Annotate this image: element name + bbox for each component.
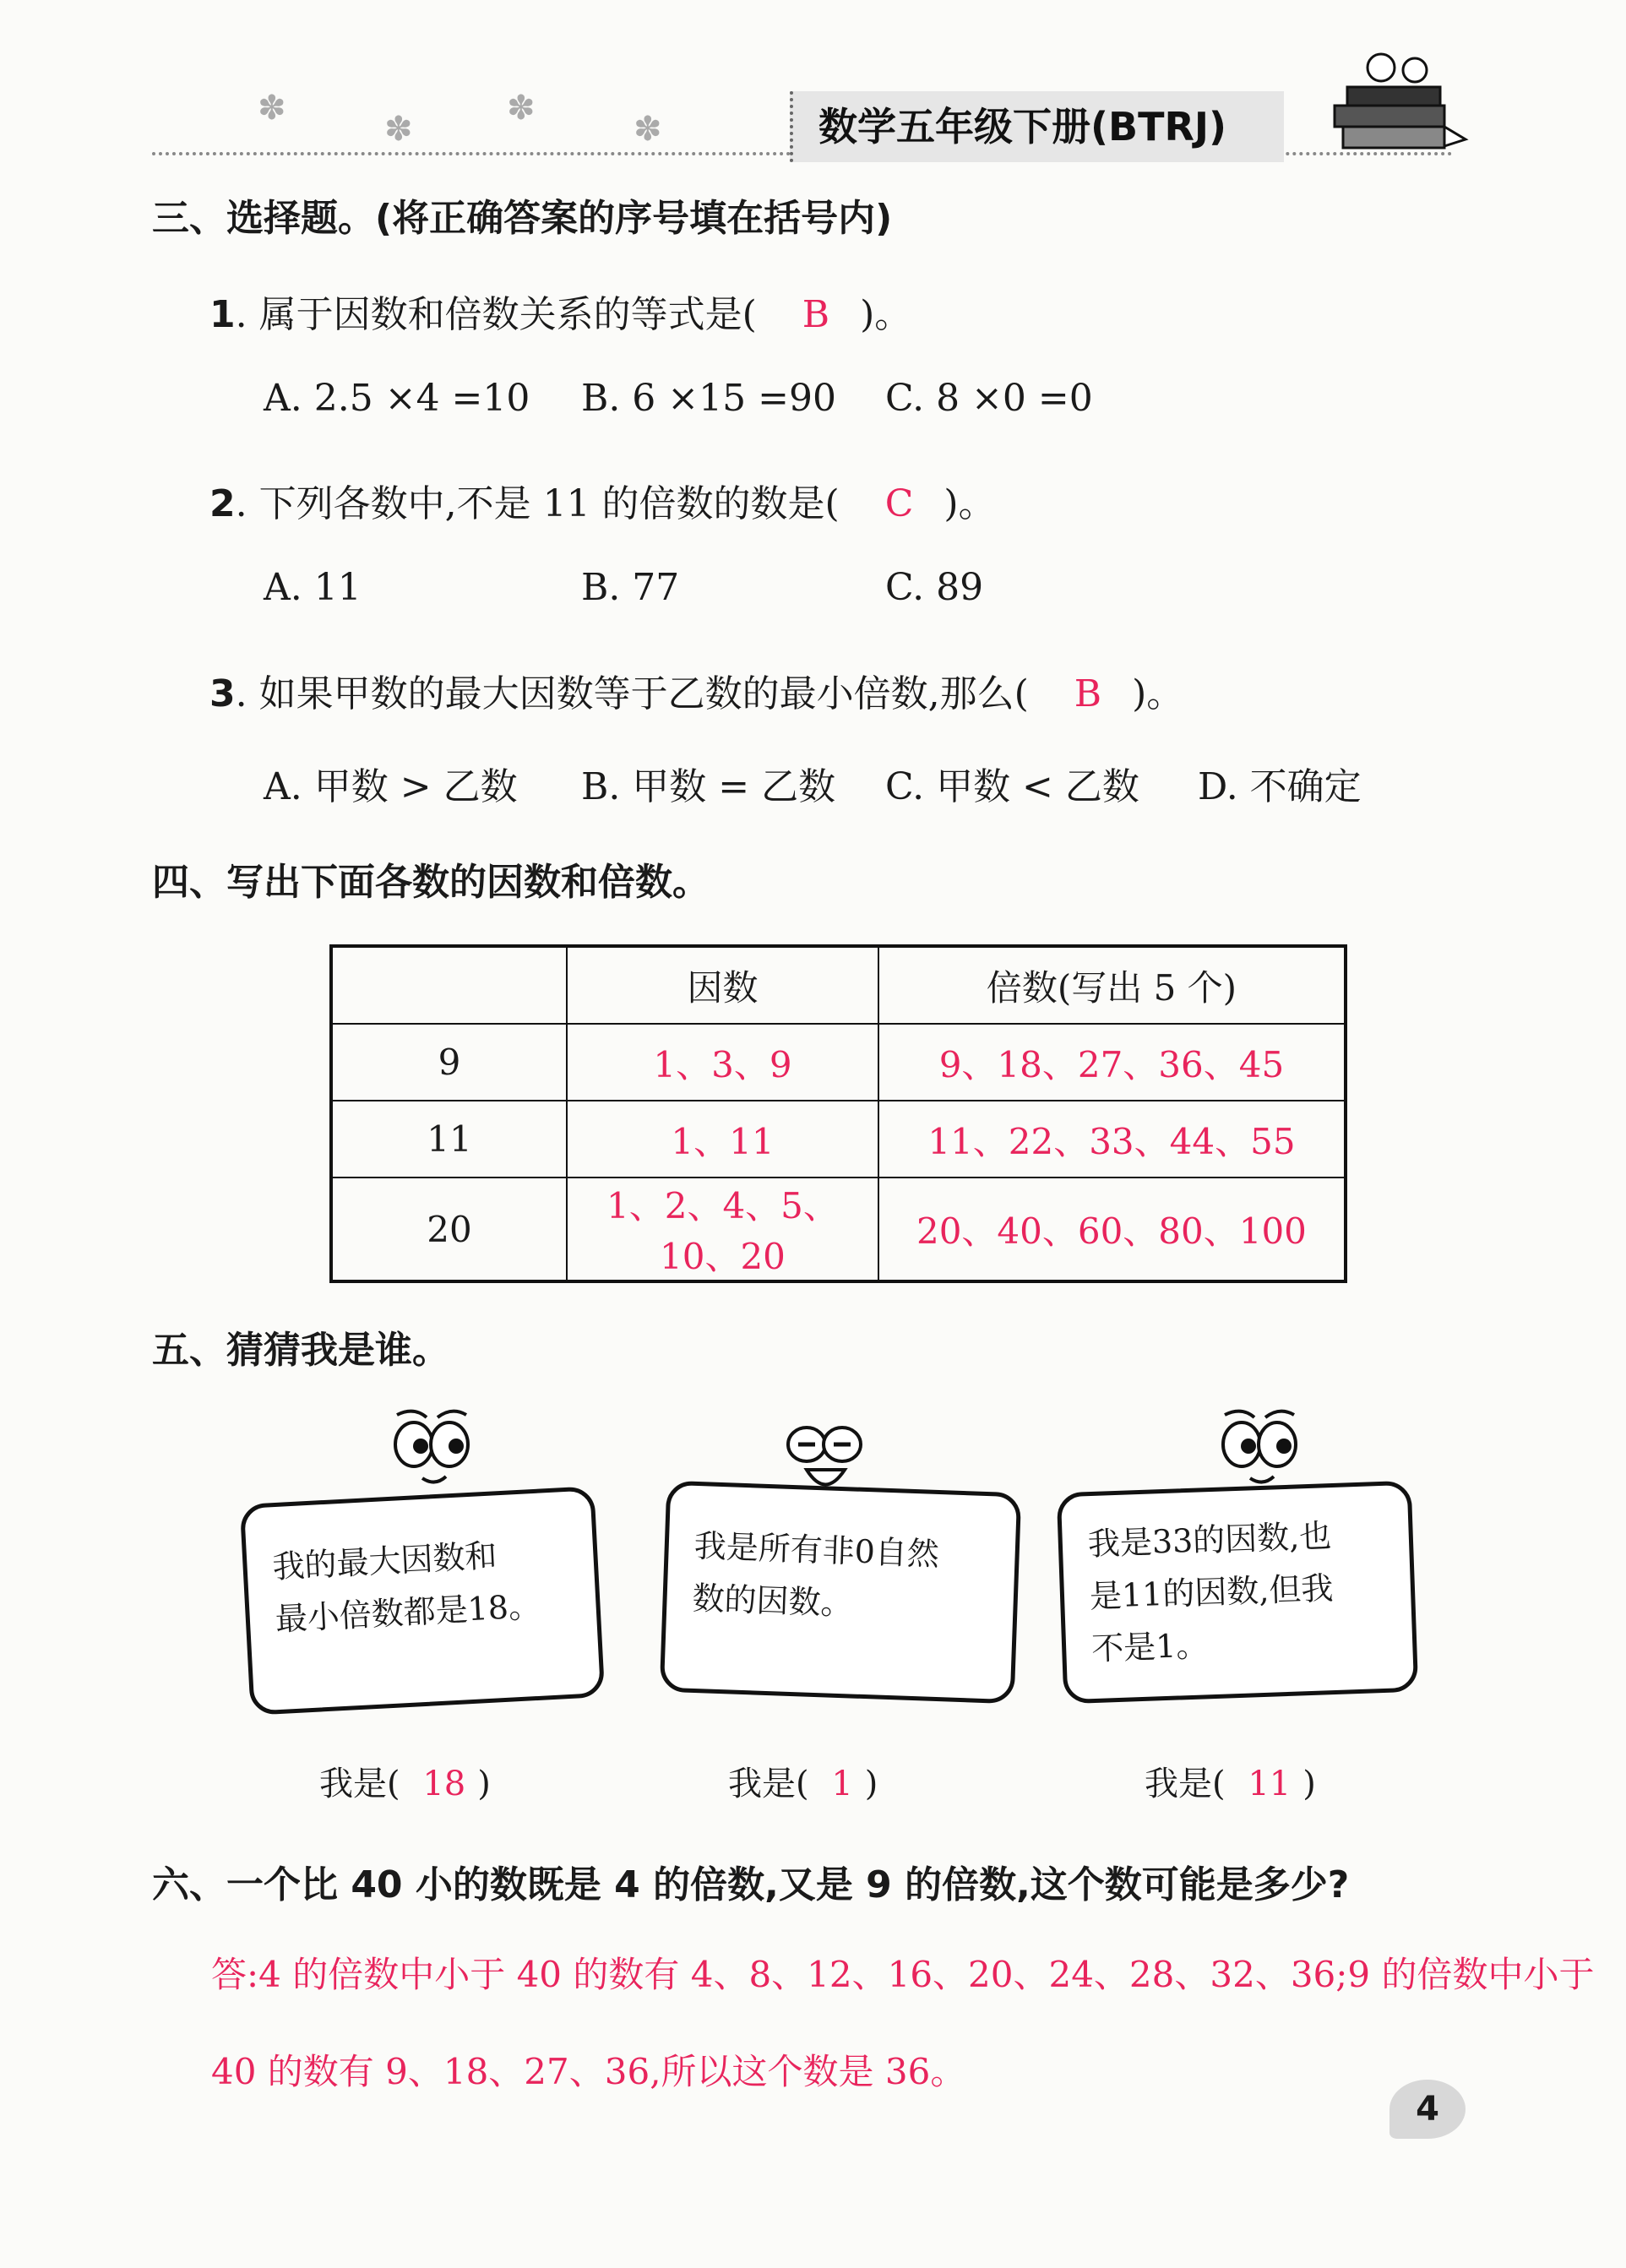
section-6-title: 六、一个比 40 小的数既是 4 的倍数,又是 9 的倍数,这个数可能是多少? xyxy=(152,1863,1350,1906)
guess-answer-3: 11 xyxy=(1248,1765,1292,1803)
question-1: 1. 属于因数和倍数关系的等式是( B )。 xyxy=(209,293,912,336)
guess-answer-2: 1 xyxy=(831,1765,853,1803)
option-2c: C. 89 xyxy=(885,566,984,609)
table-row xyxy=(331,1178,1346,1281)
section-5-title: 五、猜猜我是谁。 xyxy=(152,1329,449,1372)
option-1c: C. 8 ×0 =0 xyxy=(885,377,1093,420)
answer-2: C xyxy=(884,482,914,525)
books-mascot-icon xyxy=(1318,46,1470,156)
option-2a: A. 11 xyxy=(264,566,362,609)
header-title: 数学五年级下册(BTRJ) xyxy=(790,91,1284,162)
star-icon: ✽ xyxy=(507,89,536,128)
section-4-title: 四、写出下面各数的因数和倍数。 xyxy=(152,861,710,904)
table-cell: 9 xyxy=(331,1024,567,1101)
answer-3: B xyxy=(1074,672,1102,715)
guess-label-1: 我是( 18 ) xyxy=(319,1765,491,1803)
table-cell: 1、11 xyxy=(567,1101,878,1178)
option-3c: C. 甲数 < 乙数 xyxy=(885,765,1139,808)
section-3-title: 三、选择题。(将正确答案的序号填在括号内) xyxy=(152,197,893,240)
table-header-cell xyxy=(331,946,567,1024)
option-3b: B. 甲数 = 乙数 xyxy=(581,765,836,808)
table-header-cell: 倍数(写出 5 个) xyxy=(878,946,1346,1024)
speech-card-3: 我是33的因数,也 是11的因数,但我 不是1。 xyxy=(1057,1481,1418,1705)
page-number: 4 xyxy=(1389,2080,1466,2139)
section-6-answer-line-1: 答:4 的倍数中小于 40 的数有 4、8、12、16、20、24、28、32、36;9 的倍数中小于 xyxy=(211,1954,1595,1995)
table-cell: 11 xyxy=(331,1101,567,1178)
table-cell: 1、2、4、5、10、20 xyxy=(567,1178,878,1281)
table-header-row xyxy=(331,946,1346,1024)
table-cell: 20、40、60、80、100 xyxy=(878,1178,1346,1281)
guess-label-3: 我是( 11 ) xyxy=(1145,1765,1316,1803)
table-cell: 1、3、9 xyxy=(567,1024,878,1101)
question-2: 2. 下列各数中,不是 11 的倍数的数是( C )。 xyxy=(209,482,996,525)
table-cell: 9、18、27、36、45 xyxy=(878,1024,1346,1101)
table-row xyxy=(331,1024,1346,1101)
star-icon: ✽ xyxy=(634,110,662,149)
table-cell: 11、22、33、44、55 xyxy=(878,1101,1346,1178)
option-1a: A. 2.5 ×4 =10 xyxy=(264,377,530,420)
speech-card-1: 我的最大因数和 最小倍数都是18。 xyxy=(240,1486,606,1716)
star-icon: ✽ xyxy=(384,110,413,149)
section-6-answer-line-2: 40 的数有 9、18、27、36,所以这个数是 36。 xyxy=(211,2051,966,2092)
table-cell: 20 xyxy=(331,1178,567,1281)
factors-multiples-table xyxy=(329,944,1347,1283)
star-icon: ✽ xyxy=(258,89,286,128)
option-2b: B. 77 xyxy=(581,566,680,609)
answer-1: B xyxy=(802,293,830,336)
option-3d: D. 不确定 xyxy=(1198,765,1362,808)
table-header-cell: 因数 xyxy=(567,946,878,1024)
question-3: 3. 如果甲数的最大因数等于乙数的最小倍数,那么( B )。 xyxy=(209,672,1184,715)
cartoon-face-icon xyxy=(1199,1402,1318,1495)
speech-card-2: 我是所有非0自然 数的因数。 xyxy=(660,1481,1021,1705)
guess-label-2: 我是( 1 ) xyxy=(728,1765,878,1803)
option-1b: B. 6 ×15 =90 xyxy=(581,377,836,420)
guess-answer-1: 18 xyxy=(422,1765,466,1803)
cartoon-face-icon xyxy=(372,1402,490,1495)
option-3a: A. 甲数 > 乙数 xyxy=(264,765,518,808)
table-row xyxy=(331,1101,1346,1178)
